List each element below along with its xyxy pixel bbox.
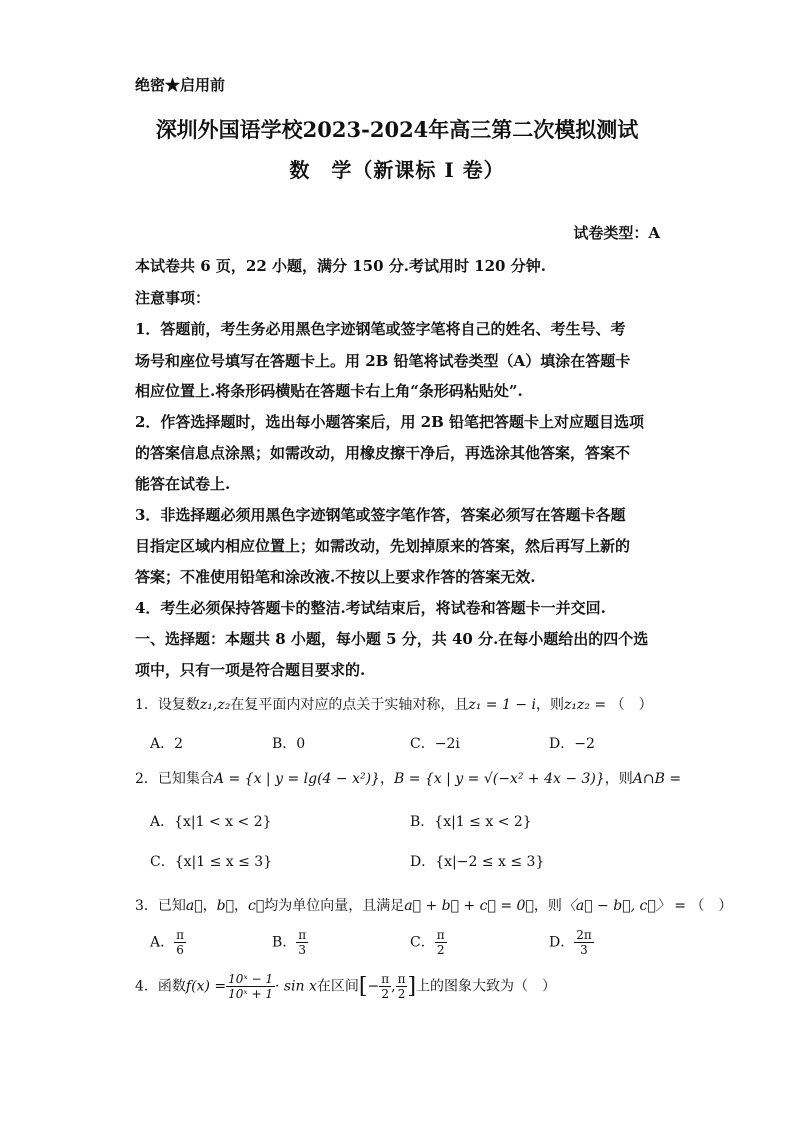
- confidential-mark: 绝密★启用前: [135, 76, 226, 94]
- right-bracket: ]: [407, 974, 417, 999]
- note-3-line-2: 目指定区域内相应位置上；如需改动，先划掉原来的答案，然后再写上新的: [135, 537, 631, 555]
- section-1-line-1: 一、选择题：本题共 8 小题，每小题 5 分，共 40 分.在每小题给出的四个选: [135, 630, 649, 648]
- question-1-option-c: C．−2i: [410, 736, 460, 752]
- question-2-option-c: C．{x|1 ≤ x ≤ 3}: [150, 854, 273, 870]
- fraction: $\frac{\pi}{2}$: [436, 928, 445, 957]
- question-3-option-a: A． $\frac{\pi}{6}$: [150, 928, 185, 957]
- question-3-stem: 3．已知a⃗，b⃗，c⃗均为单位向量，且满足a⃗ + b⃗ + c⃗ = 0⃗，则〈a⃗ − b⃗, c⃗〉 = （ ）: [135, 898, 733, 914]
- question-1-stem: 1．设复数z₁,z₂在复平面内对应的点关于实轴对称，且z₁ = 1 − i，则z₁z₂ = （ ）: [135, 697, 653, 713]
- notes-title: 注意事项：: [135, 289, 211, 307]
- question-1-option-a: A．2: [150, 736, 184, 752]
- note-3-line-1: 3．非选择题必须用黑色字迹钢笔或签字笔作答，答案必须写在答题卡各题: [135, 506, 626, 524]
- question-1-option-d: D．−2: [549, 736, 595, 752]
- note-2-line-3: 能答在试卷上.: [135, 475, 231, 493]
- note-2-line-1: 2．作答选择题时，选出每小题答案后，用 2B 铅笔把答题卡上对应题目选项: [135, 413, 644, 431]
- paper-type: 试卷类型：A: [573, 224, 660, 242]
- fraction: $\frac{\pi}{2}$: [381, 972, 390, 1001]
- question-2-stem: 2．已知集合A = {x | y = lg(4 − x²)}，B = {x | y = √(−x² + 4x − 3)}，则A∩B =: [135, 771, 682, 787]
- fraction: $\frac{\pi}{3}$: [298, 928, 307, 957]
- note-1-line-3: 相应位置上.将条形码横贴在答题卡右上角“条形码粘贴处”.: [135, 382, 523, 400]
- question-4-stem: 4．函数f(x) = $\frac{\text{10ˣ − 1}}{\text{10ˣ + 1}}$ · sin x在区间[− $\frac{\pi}{2}$ , $\frac{\pi}{2}$ ]上的图象大致为（ ）: [135, 972, 557, 1001]
- note-1-line-2: 场号和座位号填写在答题卡上。用 2B 铅笔将试卷类型（A）填涂在答题卡: [135, 352, 631, 370]
- note-2-line-2: 的答案信息点涂黑；如需改动，用橡皮擦干净后，再选涂其他答案，答案不: [135, 444, 631, 462]
- question-2-option-a: A．{x|1 < x < 2}: [150, 814, 272, 830]
- question-2-option-d: D．{x|−2 ≤ x ≤ 3}: [410, 854, 545, 870]
- question-3-option-d: D． $\frac{2\pi}{3}$: [549, 928, 592, 957]
- question-3-option-b: B． $\frac{\pi}{3}$: [272, 928, 307, 957]
- question-1-option-b: B．0: [272, 736, 306, 752]
- left-bracket: [: [358, 974, 368, 999]
- exam-title: 深圳外国语学校2023-2024年高三第二次模拟测试: [155, 117, 639, 142]
- note-4-line-1: 4．考生必须保持答题卡的整洁.考试结束后，将试卷和答题卡一并交回.: [135, 599, 606, 617]
- intro-text: 本试卷共 6 页，22 小题，满分 150 分.考试用时 120 分钟.: [135, 257, 546, 275]
- section-1-line-2: 项中，只有一项是符合题目要求的.: [135, 661, 366, 679]
- fraction: $\frac{\pi}{2}$: [397, 972, 406, 1001]
- fraction: $\frac{2\pi}{3}$: [576, 928, 592, 957]
- question-2-option-b: B．{x|1 ≤ x < 2}: [410, 814, 532, 830]
- question-3-option-c: C． $\frac{\pi}{2}$: [410, 928, 445, 957]
- note-3-line-3: 答案；不准使用铅笔和涂改液.不按以上要求作答的答案无效.: [135, 568, 536, 586]
- note-1-line-1: 1．答题前，考生务必用黑色字迹钢笔或签字笔将自己的姓名、考生号、考: [135, 320, 626, 338]
- fraction: $\frac{\pi}{6}$: [176, 928, 185, 957]
- fraction: $\frac{\text{10ˣ − 1}}{\text{10ˣ + 1}}$: [228, 972, 273, 1001]
- exam-subtitle: 数 学（新课标 I 卷）: [289, 158, 505, 182]
